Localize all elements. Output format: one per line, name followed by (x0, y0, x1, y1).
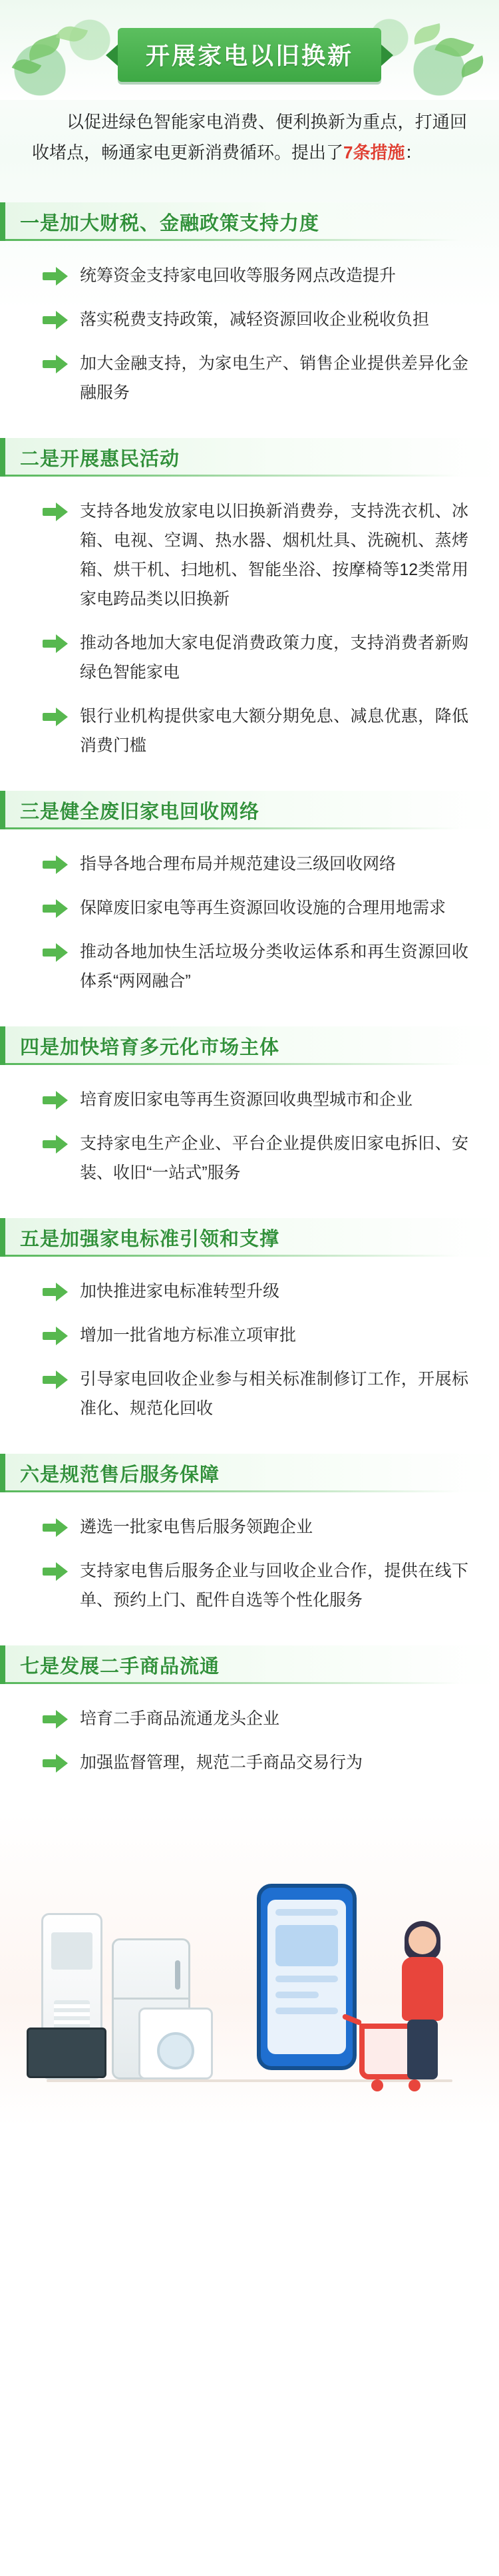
list-item-text: 支持各地发放家电以旧换新消费券，支持洗衣机、冰箱、电视、空调、热水器、烟机灶具、洗碗机、蒸烤箱、烘干机、扫地机、智能坐浴、按摩椅等12类常用家电跨品类以旧换新 (80, 502, 468, 608)
section-6-title: 六是规范售后服务保障 (20, 1464, 220, 1486)
section-7-items (0, 1691, 499, 1796)
section-6-header (0, 1454, 499, 1492)
list-item (43, 497, 468, 614)
shopper-body (402, 1957, 443, 2021)
arrow-right-icon (43, 1709, 69, 1729)
screen-line (275, 2008, 338, 2014)
list-item (43, 893, 468, 923)
section-1-title: 一是加大财税、金融政策支持力度 (20, 212, 320, 234)
leaf-icon (458, 55, 488, 78)
list-item (43, 1085, 468, 1114)
section-2 (0, 438, 499, 779)
section-6-items (0, 1499, 499, 1633)
washing-machine-icon (138, 2008, 213, 2079)
section-5-header (0, 1218, 499, 1257)
arrow-right-icon (43, 707, 69, 727)
leaf-icon (56, 23, 88, 45)
section-1 (0, 202, 499, 426)
section-7-title: 七是发展二手商品流通 (20, 1655, 220, 1677)
section-7-header (0, 1645, 499, 1684)
section-5-title: 五是加强家电标准引领和支撑 (20, 1228, 280, 1250)
list-item (43, 1512, 468, 1542)
list-item-text: 加强监督管理，规范二手商品交易行为 (80, 1753, 363, 1772)
section-3-title: 三是健全废旧家电回收网络 (20, 801, 260, 823)
list-item (43, 1277, 468, 1306)
list-item-text: 引导家电回收企业参与相关标准制修订工作，开展标准化、规范化回收 (80, 1370, 468, 1418)
list-item-text: 推动各地加快生活垃圾分类收运体系和再生资源回收体系“两网融合” (80, 943, 468, 990)
list-item-text: 落实税费支持政策，减轻资源回收企业税收负担 (80, 310, 430, 329)
arrow-right-icon (43, 1518, 69, 1538)
list-item-text: 指导各地合理布局并规范建设三级回收网络 (80, 855, 397, 873)
arrow-right-icon (43, 1134, 69, 1154)
list-item-text: 培育废旧家电等再生资源回收典型城市和企业 (80, 1090, 413, 1109)
list-item-text: 银行业机构提供家电大额分期免息、减息优惠，降低消费门槛 (80, 707, 468, 755)
intro-text-after: ： (405, 142, 422, 162)
arrow-right-icon (43, 1753, 69, 1773)
list-item (43, 628, 468, 687)
section-2-title: 二是开展惠民活动 (20, 448, 180, 470)
footer-spacer (0, 2126, 499, 2133)
smartphone-icon (257, 1884, 357, 2070)
arrow-right-icon (43, 310, 69, 330)
section-5-items (0, 1263, 499, 1442)
list-item (43, 937, 468, 996)
list-item-text: 增加一批省地方标准立项审批 (80, 1326, 297, 1345)
arrow-right-icon (43, 1282, 69, 1302)
list-item (43, 1321, 468, 1350)
section-5 (0, 1218, 499, 1442)
section-1-items (0, 248, 499, 426)
list-item-text: 培育二手商品流通龙头企业 (80, 1709, 280, 1728)
section-4 (0, 1026, 499, 1206)
section-1-header (0, 202, 499, 241)
list-item-text: 支持家电生产企业、平台企业提供废旧家电拆旧、安装、收旧“一站式”服务 (80, 1134, 468, 1182)
section-divider (5, 1255, 499, 1257)
shopper-legs (407, 2020, 438, 2079)
section-2-items (0, 483, 499, 779)
cart-wheel (409, 2079, 420, 2091)
intro-highlight: 7条措施 (343, 142, 405, 162)
list-item-text: 遴选一批家电售后服务领跑企业 (80, 1518, 313, 1536)
list-item (43, 1365, 468, 1423)
list-item-text: 统筹资金支持家电回收等服务网点改造提升 (80, 266, 397, 285)
decorative-top-band (0, 0, 499, 100)
list-item (43, 305, 468, 334)
intro-paragraph (0, 100, 499, 190)
arrow-right-icon (43, 855, 69, 875)
arrow-right-icon (43, 1326, 69, 1346)
section-3-items (0, 836, 499, 1014)
phone-screen (267, 1900, 346, 2054)
arrow-right-icon (43, 502, 69, 522)
list-item (43, 1556, 468, 1615)
arrow-right-icon (43, 1370, 69, 1390)
arrow-right-icon (43, 899, 69, 919)
list-item (43, 702, 468, 760)
arrow-right-icon (43, 1090, 69, 1110)
television-icon (27, 2028, 106, 2078)
arrow-right-icon (43, 634, 69, 654)
list-item (43, 349, 468, 407)
list-item (43, 261, 468, 290)
leaf-icon (434, 33, 474, 61)
bottom-illustration (0, 1813, 499, 2126)
screen-line (275, 1976, 338, 1982)
page-title: 开展家电以旧换新 (118, 28, 381, 82)
shopper-head (409, 1926, 436, 1954)
cart-wheel (371, 2079, 383, 2091)
section-divider (5, 239, 499, 241)
leaf-icon (411, 23, 443, 45)
screen-line (275, 1909, 338, 1916)
section-4-header (0, 1026, 499, 1065)
section-3-header (0, 791, 499, 829)
section-7 (0, 1645, 499, 1796)
list-item (43, 1704, 468, 1733)
section-4-title: 四是加快培育多元化市场主体 (20, 1036, 280, 1058)
intro-text-before: 以促进绿色智能家电消费、便利换新为重点，打通回收堵点，畅通家电更新消费循环。提出了 (32, 112, 467, 162)
section-divider (5, 1490, 499, 1492)
section-divider (5, 475, 499, 477)
list-item (43, 849, 468, 879)
arrow-right-icon (43, 266, 69, 286)
section-divider (5, 1063, 499, 1065)
section-2-header (0, 438, 499, 477)
arrow-right-icon (43, 943, 69, 963)
list-item-text: 保障废旧家电等再生资源回收设施的合理用地需求 (80, 899, 446, 917)
screen-thumbnail (275, 1925, 338, 1966)
section-divider (5, 1682, 499, 1684)
list-item-text: 加大金融支持，为家电生产、销售企业提供差异化金融服务 (80, 354, 468, 402)
list-item-text: 推动各地加大家电促消费政策力度，支持消费者新购绿色智能家电 (80, 634, 468, 682)
shopper-illustration (386, 1926, 459, 2079)
ground-line (47, 2079, 452, 2082)
section-3 (0, 791, 499, 1014)
arrow-right-icon (43, 1562, 69, 1582)
list-item-text: 支持家电售后服务企业与回收企业合作，提供在线下单、预约上门、配件自选等个性化服务 (80, 1562, 468, 1610)
arrow-right-icon (43, 354, 69, 374)
section-6 (0, 1454, 499, 1633)
list-item (43, 1129, 468, 1187)
section-divider (5, 827, 499, 829)
list-item (43, 1748, 468, 1777)
washer-door (157, 2032, 194, 2069)
list-item-text: 加快推进家电标准转型升级 (80, 1282, 280, 1301)
section-4-items (0, 1072, 499, 1206)
screen-line (275, 1992, 319, 1998)
